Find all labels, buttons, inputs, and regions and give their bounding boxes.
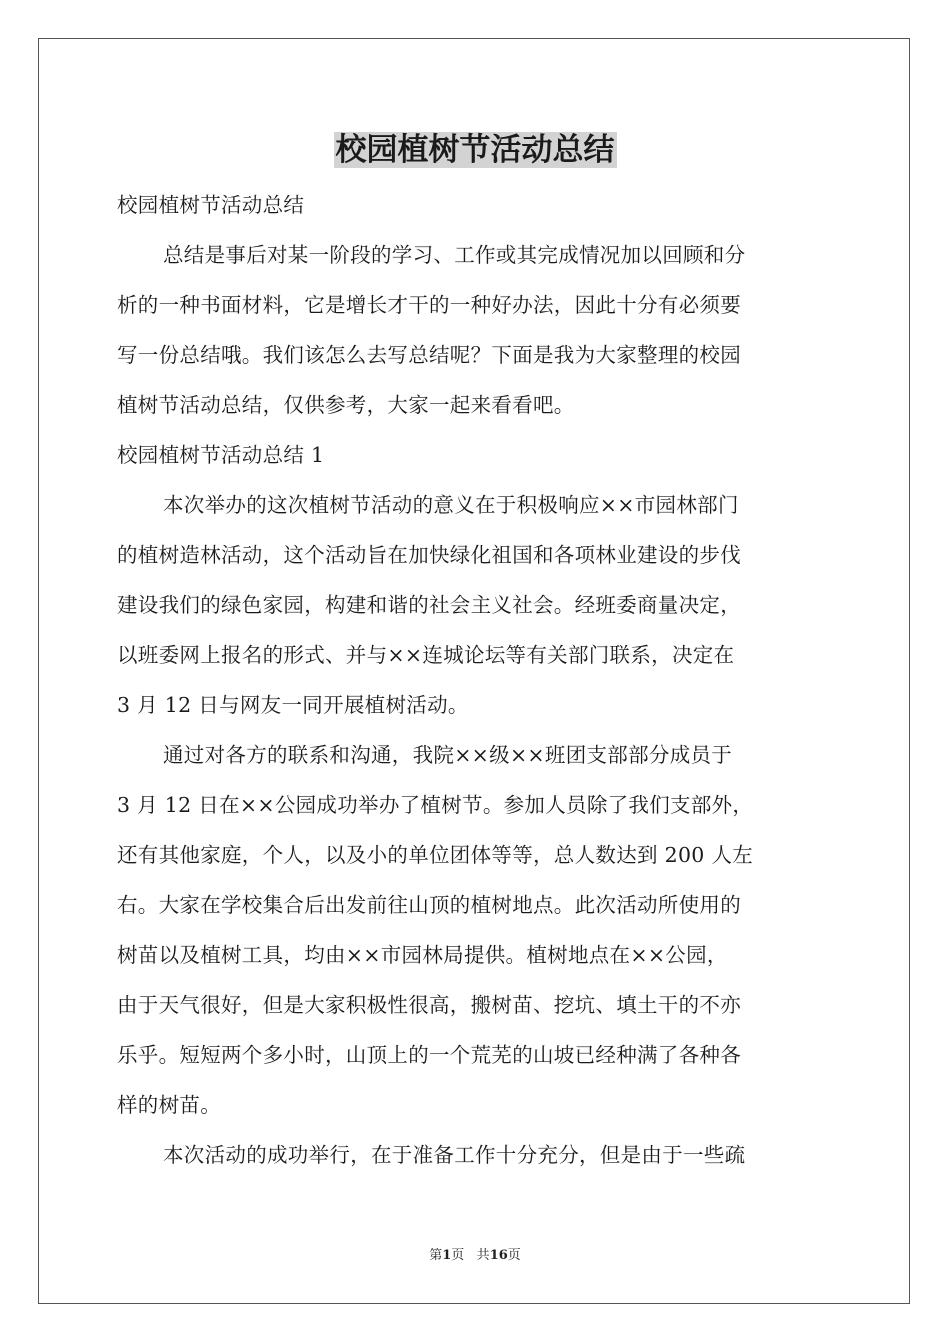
paragraph-line: 树苗以及植树工具，均由××市园林局提供。植树地点在××公园， (117, 943, 728, 967)
paragraph-line: 的植树造林活动，这个活动旨在加快绿化祖国和各项林业建设的步伐 (117, 543, 741, 567)
paragraph-line: 通过对各方的联系和沟通，我院××级××班团支部部分成员于 (163, 743, 733, 767)
paragraph-line: 本次活动的成功举行，在于准备工作十分充分，但是由于一些疏 (163, 1143, 746, 1167)
paragraph-line: 还有其他家庭，个人，以及小的单位团体等等，总人数达到 200 人左 (117, 843, 754, 867)
paragraph-line: 右。大家在学校集合后出发前往山顶的植树地点。此次活动所使用的 (117, 893, 741, 917)
paragraph-line: 样的树苗。 (117, 1093, 221, 1117)
paragraph-line: 析的一种书面材料，它是增长才干的一种好办法，因此十分有必须要 (117, 293, 741, 317)
paragraph-line: 3 月 12 日与网友一同开展植树活动。 (117, 693, 469, 717)
document-title (0, 128, 950, 172)
document-title-text: 校园植树节活动总结 (335, 132, 615, 168)
paragraph-line: 植树节活动总结，仅供参考，大家一起来看看吧。 (117, 393, 575, 417)
footer-total-pages: 16 (489, 1248, 508, 1263)
footer-page-suffix: 页 (451, 1248, 465, 1263)
paragraph-line: 本次举办的这次植树节活动的意义在于积极响应××市园林部门 (163, 493, 739, 517)
paragraph-line: 3 月 12 日在××公园成功举办了植树节。参加人员除了我们支部外， (117, 793, 754, 817)
footer-page-number: 1 (442, 1248, 452, 1263)
footer-total-prefix: 共 (476, 1248, 490, 1263)
paragraph-line: 校园植树节活动总结 (117, 193, 305, 217)
paragraph-line: 写一份总结哦。我们该怎么去写总结呢？下面是我为大家整理的校园 (117, 343, 741, 367)
paragraph-line: 由于天气很好，但是大家积极性很高，搬树苗、挖坑、填土干的不亦 (117, 993, 741, 1017)
paragraph-line: 乐乎。短短两个多小时，山顶上的一个荒芜的山坡已经种满了各种各 (117, 1043, 741, 1067)
page-footer (0, 1246, 950, 1266)
paragraph-line: 总结是事后对某一阶段的学习、工作或其完成情况加以回顾和分 (163, 243, 746, 267)
footer-prefix: 第 (429, 1248, 443, 1263)
paragraph-line: 校园植树节活动总结 1 (117, 443, 325, 467)
document-body (117, 180, 833, 1180)
paragraph-line: 建设我们的绿色家园，构建和谐的社会主义社会。经班委商量决定， (117, 593, 741, 617)
footer-total-suffix: 页 (507, 1248, 521, 1263)
paragraph-line: 以班委网上报名的形式、并与××连城论坛等有关部门联系，决定在 (117, 643, 735, 667)
